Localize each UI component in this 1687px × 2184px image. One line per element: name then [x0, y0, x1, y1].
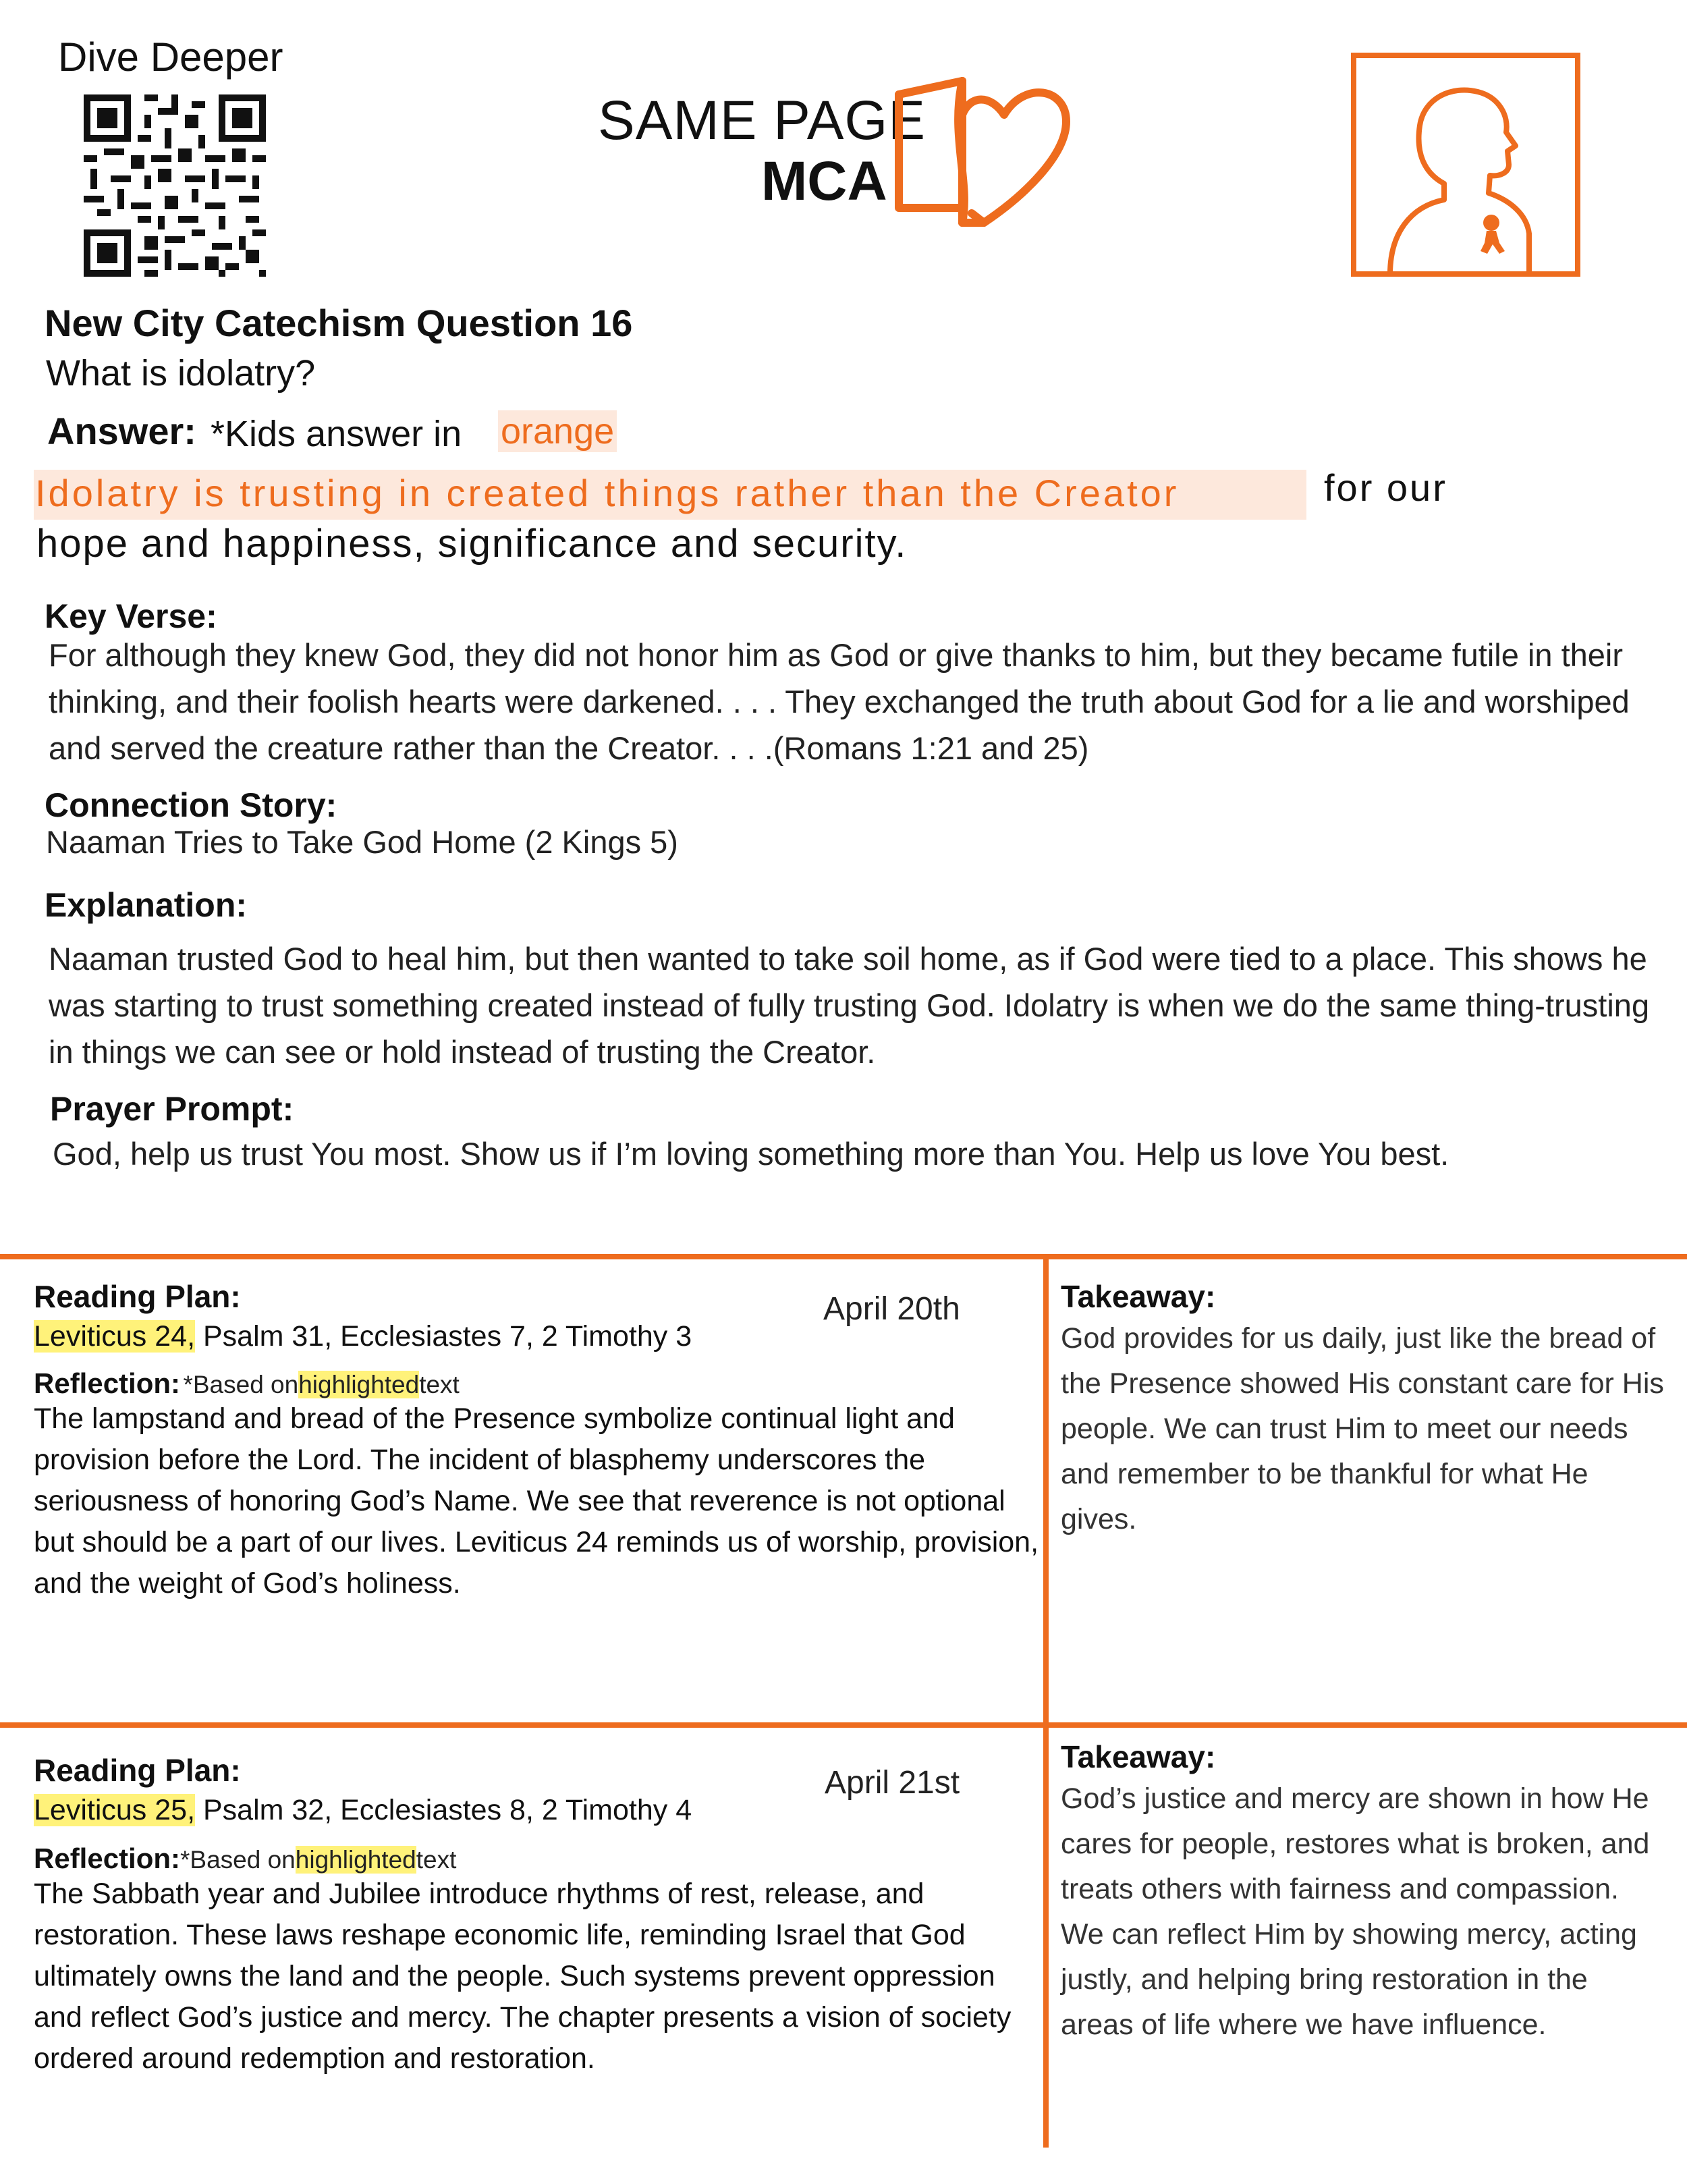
- explanation-text: Naaman trusted God to heal him, but then wanted to take soil home, as if God were tied to a place. This shows he was starting to trust something created instead of fully trusting God. Idolatry is when we do the same thing-trusting in things we can see or hold instead of trusting the Creator.: [49, 941, 1650, 1070]
- reading-list: [34, 1794, 692, 1827]
- highlighted-reading: Leviticus 25,: [34, 1794, 196, 1826]
- reflection-note-end: text: [419, 1371, 460, 1398]
- reflection-note-highlight: highlighted: [298, 1371, 420, 1398]
- takeaway-label: Takeaway:: [1061, 1279, 1216, 1314]
- answer-line-2: hope and happiness, significance and security.: [36, 522, 908, 566]
- catechism-question-title: New City Catechism Question 16: [45, 302, 633, 344]
- takeaway-label: Takeaway:: [1061, 1739, 1216, 1774]
- reflection-header: [34, 1367, 460, 1400]
- prayer-prompt-text: God, help us trust You most. Show us if I’m loving something more than You. Help us love You best.: [53, 1136, 1449, 1172]
- divider-middle: [0, 1722, 1687, 1728]
- reflection-label: Reflection:: [34, 1367, 181, 1399]
- divider-top: [0, 1254, 1687, 1259]
- dive-deeper-label: Dive Deeper: [58, 34, 283, 80]
- reading-plan-label: Reading Plan:: [34, 1279, 241, 1314]
- takeaway-text: God provides for us daily, just like the bread of the Presence showed His constant care for His people. We can trust Him to meet our needs and remember to be thankful for what He gives.: [1061, 1322, 1664, 1535]
- prayer-prompt-label: Prayer Prompt:: [50, 1090, 294, 1128]
- takeaway-text: God’s justice and mercy are shown in how He cares for people, restores what is broken, and treats others with fairness and compassion. We can reflect Him by showing mercy, acting justly, and helping bring restoration in the areas of life where we have influence.: [1061, 1782, 1650, 2041]
- reflection-text: The lampstand and bread of the Presence symbolize continual light and provision before the Lord. The incident of blasphemy underscores the seriousness of honoring God’s Name. We see that reverence is not optional but should be a part of our lives. Leviticus 24 reminds us of worship, provision, and the weight of God’s holiness.: [34, 1402, 1039, 1600]
- qr-code-icon[interactable]: [84, 94, 266, 277]
- reflection-note-highlight: highlighted: [295, 1846, 416, 1874]
- reflection-text: The Sabbath year and Jubilee introduce rhythms of rest, release, and restoration. These laws reshape economic life, reminding Israel that God ultimately owns the land and the people. Such systems prevent oppression and reflect God’s justice and mercy. The chapter presents a vision of society ordered around redemption and restoration.: [34, 1878, 1012, 2075]
- reading-plan-label: Reading Plan:: [34, 1753, 241, 1788]
- reading-date: April 21st: [825, 1765, 960, 1801]
- explanation-label: Explanation:: [45, 886, 248, 924]
- reading-date: April 20th: [823, 1291, 960, 1327]
- open-book-heart-icon: [889, 54, 1078, 236]
- reflection-note: *Based on: [183, 1371, 299, 1398]
- connection-story-text: Naaman Tries to Take God Home (2 Kings 5): [46, 824, 678, 860]
- reading-list: [34, 1320, 692, 1353]
- brand-name-line2: MCA: [761, 151, 887, 212]
- reflection-label: Reflection:: [34, 1842, 181, 1874]
- reflection-note-end: text: [416, 1846, 457, 1874]
- reflection-note: *Based on: [180, 1846, 296, 1874]
- child-silhouette-icon: [1350, 51, 1582, 278]
- highlighted-reading: Leviticus 24,: [34, 1320, 196, 1353]
- key-verse-label: Key Verse:: [45, 597, 217, 635]
- answer-note-orange: orange: [498, 410, 617, 452]
- other-readings: Psalm 32, Ecclesiastes 8, 2 Timothy 4: [195, 1794, 692, 1826]
- brand-name-line1: SAME PAGE: [598, 90, 926, 151]
- other-readings: Psalm 31, Ecclesiastes 7, 2 Timothy 3: [195, 1320, 692, 1353]
- kids-answer: Idolatry is trusting in created things rather than the Creator: [35, 472, 1180, 514]
- answer-note: *Kids answer in: [211, 414, 462, 454]
- key-verse-text: For although they knew God, they did not honor him as God or give thanks to him, but they became futile in their thinking, and their foolish hearts were darkened. . . . They exchanged the truth about God for a lie and worshiped and served the creature rather than the Creator. . . .(Romans 1:21 and 25): [49, 637, 1630, 766]
- reflection-header: [34, 1842, 456, 1875]
- answer-label: Answer:: [47, 410, 196, 452]
- catechism-question: What is idolatry?: [46, 353, 316, 393]
- answer-continuation: for our: [1324, 466, 1447, 509]
- connection-story-label: Connection Story:: [45, 786, 337, 824]
